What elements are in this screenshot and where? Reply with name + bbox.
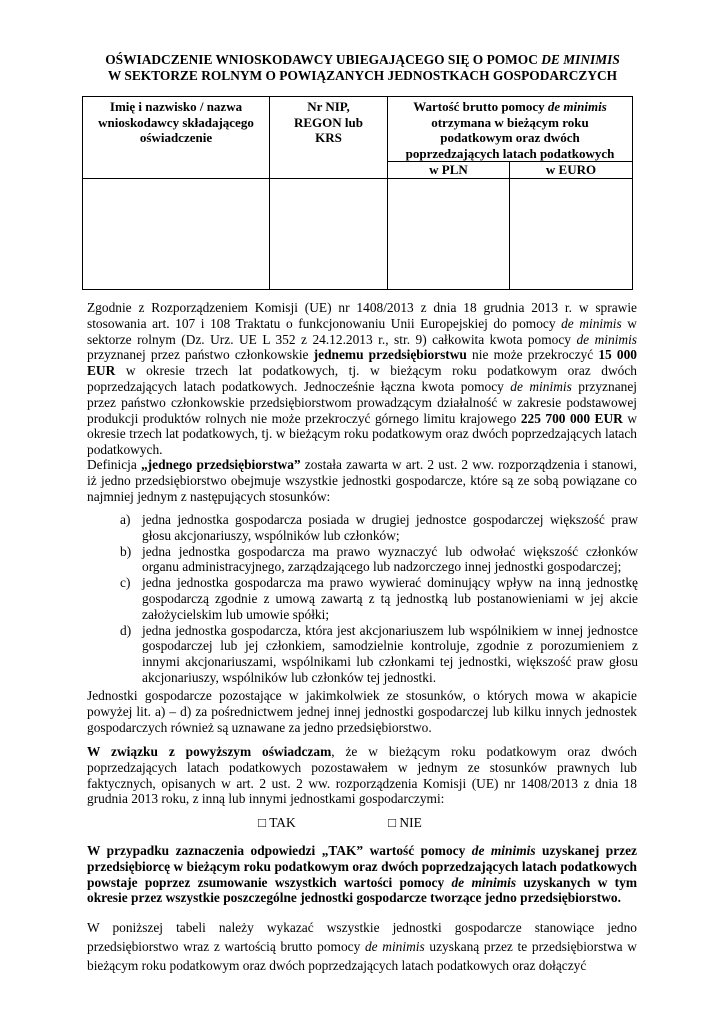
- header-pln: w PLN: [388, 162, 510, 179]
- paragraph-statement: W związku z powyższym oświadczam, że w bieżącym roku podatkowym oraz dwóch poprzedzających latach podatkowych pozostawałem w jednym ze stosunków prawnych lub faktycznych, opisanych w art. 2 ust. 2 ww. rozporządzenia Komisji (UE) nr 1408/2013 z dnia 18 grudnia 2013 roku, z inną lub innymi jednostkami gospodarczymi:: [87, 744, 637, 807]
- header-applicant-name: Imię i nazwisko / nazwa wnioskodawcy składającego oświadczenie: [83, 97, 270, 179]
- cell-tax-id[interactable]: [270, 178, 388, 289]
- list-item: b) jedna jednostka gospodarcza ma prawo wyznaczyć lub odwołać większość członków organu administracyjnego, zarządzającego lub nadzorczego innej jednostki gospodarczej;: [120, 543, 638, 575]
- list-item: c) jedna jednostka gospodarcza ma prawo wywierać dominujący wpływ na inną jednostkę gospodarczą zgodnie z umową zawartą z tą jednostką lub postanowieniami w jej akcie założycielskim lub umowie spółki;: [120, 575, 638, 622]
- cell-value-pln[interactable]: [388, 178, 510, 289]
- header-aid-value: Wartość brutto pomocy de minimis otrzymana w bieżącym roku podatkowym oraz dwóch poprzedzających latach podatkowych: [388, 97, 633, 162]
- paragraph-definition: Definicja „jednego przedsiębiorstwa” została zawarta w art. 2 ust. 2 ww. rozporządzenia i stanowi, iż jedno przedsiębiorstwo obejmuje wszystkie jednostki gospodarcze, które są ze sobą powiązane co najmniej jednym z następujących stosunków:: [87, 457, 637, 504]
- paragraph-linked-units: Jednostki gospodarcze pozostające w jakimkolwiek ze stosunków, o których mowa w akapicie powyżej lit. a) – d) za pośrednictwem jednej innej jednostki gospodarczej lub kilku innych jednostek gospodarczych również są uznawane za jedno przedsiębiorstwo.: [87, 688, 637, 735]
- list-item: d) jedna jednostka gospodarcza, która jest akcjonariuszem lub wspólnikiem w innej jednostce gospodarczej lub jej członkiem, samodzielnie kontroluje, zgodnie z porozumieniem z innymi akcjonariuszami, wspólnikami lub członkami tej jednostki, większość praw głosu akcjonariuszy, wspólników lub członków tej jednostki.: [120, 622, 638, 685]
- cell-value-eur[interactable]: [510, 178, 633, 289]
- relationship-list: [120, 512, 638, 686]
- checkbox-nie[interactable]: □ NIE: [388, 815, 422, 830]
- paragraph-table-instruction: W poniższej tabeli należy wykazać wszystkie jednostki gospodarcze stanowiące jedno przedsiębiorstwo wraz z wartością brutto pomocy de minimis uzyskaną przez te przedsiębiorstwa w bieżącym roku podatkowym oraz dwóch poprzedzających latach podatkowych oraz dołączyć: [87, 920, 637, 973]
- paragraph-yes-note: W przypadku zaznaczenia odpowiedzi „TAK” wartość pomocy de minimis uzyskanej przez przedsiębiorcę w bieżącym roku podatkowym oraz dwóch poprzedzających latach podatkowych powstaje poprzez zsumowanie wszystkich wartości pomocy de minimis uzyskanych w tym okresie przez wszystkie poszczególne jednostki gospodarcze tworzące jedno przedsiębiorstwo.: [87, 843, 637, 906]
- declaration-table: [82, 96, 633, 290]
- header-eur: w EURO: [510, 162, 633, 179]
- document-title-line2: W SEKTORZE ROLNYM O POWIĄZANYCH JEDNOSTKACH GOSPODARCZYCH: [107, 68, 618, 83]
- paragraph-regulation: Zgodnie z Rozporządzeniem Komisji (UE) nr 1408/2013 z dnia 18 grudnia 2013 r. w sprawie stosowania art. 107 i 108 Traktatu o funkcjonowaniu Unii Europejskiej do pomocy de minimis w sektorze rolnym (Dz. Urz. UE L 352 z 24.12.2013 r., str. 9) całkowita kwota pomocy de minimis przyznanej przez państwo członkowskie jednemu przedsiębiorstwu nie może przekroczyć 15 000 EUR w okresie trzech lat podatkowych, tj. w bieżącym roku podatkowym oraz dwóch poprzedzających latach podatkowych. Jednocześnie łączna kwota pomocy de minimis przyznanej przez państwo członkowskie przedsiębiorstwom prowadzącym działalność w zakresie podstawowej produkcji produktów rolnych nie może przekroczyć górnego limitu krajowego 225 700 000 EUR w okresie trzech lat podatkowych, tj. w bieżącym roku podatkowym oraz dwóch poprzedzających latach podatkowych.: [87, 300, 638, 458]
- document-title-line1: OŚWIADCZENIE WNIOSKODAWCY UBIEGAJĄCEGO SIĘ O POMOC DE MINIMIS: [105, 52, 620, 67]
- list-item: a) jedna jednostka gospodarcza posiada w drugiej jednostce gospodarczej większość praw głosu akcjonariuszy, wspólników lub członków;: [120, 512, 638, 543]
- header-tax-id: Nr NIP, REGON lub KRS: [270, 97, 388, 179]
- cell-applicant-name[interactable]: [83, 178, 270, 289]
- checkbox-tak[interactable]: □ TAK: [258, 815, 296, 830]
